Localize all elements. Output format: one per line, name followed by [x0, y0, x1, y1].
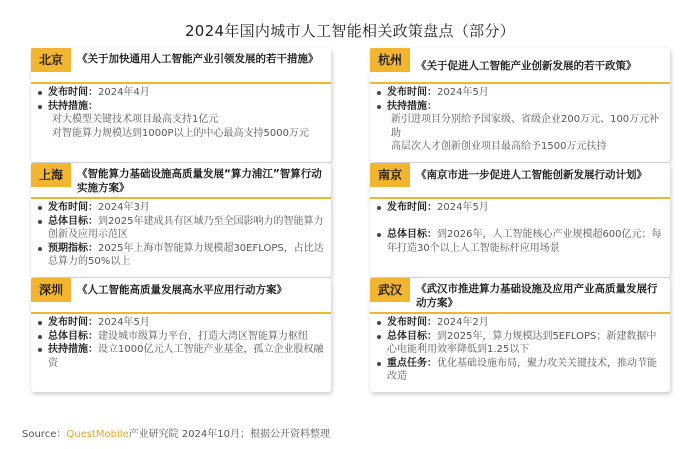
- detail-row: [376, 316, 666, 330]
- detail-label: 总体目标：: [387, 330, 437, 342]
- city-tag: 深圳: [31, 278, 71, 302]
- detail-label: 发布时间：: [48, 202, 98, 213]
- detail-value: 2024年3月: [98, 202, 150, 213]
- detail-value: 建设城市级算力平台，打造大湾区智能算力枢纽: [98, 330, 308, 342]
- detail-line: 新引进项目分别给予国家级、省级企业200万元、100万元补助: [391, 114, 660, 139]
- detail-row: [37, 316, 327, 330]
- detail-row: [37, 215, 327, 242]
- detail-label: 总体目标：: [48, 330, 98, 342]
- card-body: [376, 86, 666, 154]
- card-header: [370, 48, 670, 82]
- card-body: [37, 316, 327, 370]
- detail-value: 设立1000亿元人工智能产业基金，孤立企业股权融资: [48, 344, 324, 369]
- policy-title: 《南京市进一步促进人工智能创新发展行动计划》: [416, 169, 647, 181]
- header-divider: [370, 312, 670, 314]
- detail-value: 2024年2月: [437, 317, 489, 328]
- bullet-icon: [38, 348, 42, 352]
- detail-value: 2025年上海市智能算力规模超30EFLOPS，占比达总算力的50%以上: [48, 242, 324, 267]
- policy-title: 《关于促进人工智能产业创新发展的若干政策》: [416, 60, 637, 72]
- detail-row: [376, 228, 666, 255]
- bullet-icon: [377, 105, 381, 109]
- card-body: [37, 201, 327, 269]
- bullet-icon: [38, 206, 42, 210]
- page-title: 2024年国内城市人工智能相关政策盘点（部分）: [184, 22, 516, 40]
- policy-card-beijing: [31, 48, 331, 162]
- detail-label: 发布时间：: [48, 317, 98, 328]
- policy-title: 《人工智能高质量发展高水平应用行动方案》: [77, 284, 287, 296]
- bullet-icon: [377, 91, 381, 95]
- detail-label: 预期指标：: [48, 242, 98, 254]
- bullet-icon: [38, 321, 42, 325]
- bullet-icon: [377, 335, 381, 339]
- bullet-icon: [38, 220, 42, 224]
- source-note: [22, 425, 330, 440]
- city-tag: 上海: [31, 163, 71, 187]
- header-divider: [31, 197, 331, 199]
- detail-label: 发布时间：: [387, 317, 437, 328]
- policy-card-shanghai: [31, 163, 331, 277]
- header-divider: [370, 82, 670, 84]
- detail-value: 优化基础设施布局，聚力攻关关键技术，推动节能改造: [387, 357, 657, 382]
- detail-line: 对智能算力规模达到1000P以上的中心最高支持5000万元: [52, 127, 309, 139]
- bullet-icon: [377, 233, 381, 237]
- policy-title: 《武汉市推进算力基础设施及应用产业高质量发展行动方案》: [416, 283, 658, 309]
- card-header: [31, 48, 331, 82]
- detail-value: 2024年5月: [437, 202, 489, 213]
- detail-row: [376, 201, 666, 228]
- policy-title: 《关于加快通用人工智能产业引领发展的若干措施》: [77, 53, 319, 65]
- bullet-icon: [38, 105, 42, 109]
- source-text: 产业研究院 2024年10月；根据公开资料整理: [128, 429, 331, 440]
- policy-card-hangzhou: [370, 48, 670, 162]
- bullet-icon: [38, 335, 42, 339]
- detail-value: 到2025年，算力规模达到5EFLOPS；新建数据中心电能利用效率降低到1.25以下: [387, 330, 657, 355]
- bullet-icon: [377, 206, 381, 210]
- detail-value: 到2025年建成具有区域乃至全国影响力的智能算力创新及应用示范区: [48, 215, 324, 240]
- city-tag: 武汉: [370, 278, 410, 302]
- detail-row: [37, 201, 327, 215]
- card-header: [31, 278, 331, 312]
- card-header: [370, 278, 670, 312]
- detail-label: 扶持措施：: [387, 100, 437, 112]
- card-body: [376, 316, 666, 384]
- bullet-icon: [377, 321, 381, 325]
- detail-label: 发布时间：: [387, 87, 437, 98]
- detail-label: 扶持措施：: [48, 344, 98, 355]
- policy-title: 《智能算力基础设施高质量发展“算力浦江”智算行动实施方案》: [77, 168, 322, 194]
- header-divider: [31, 312, 331, 314]
- detail-label: 总体目标：: [48, 215, 98, 227]
- detail-row: [37, 100, 327, 141]
- header-divider: [31, 82, 331, 84]
- policy-card-wuhan: [370, 278, 670, 392]
- detail-value: 2024年5月: [437, 87, 489, 98]
- detail-value: 2024年5月: [98, 317, 150, 328]
- detail-row: [37, 242, 327, 269]
- source-prefix: Source：: [22, 429, 67, 440]
- detail-row: [376, 330, 666, 357]
- bullet-icon: [38, 91, 42, 95]
- card-body: [37, 86, 327, 140]
- detail-row: [376, 100, 666, 154]
- detail-label: 总体目标：: [387, 229, 437, 240]
- card-header: [31, 163, 331, 197]
- detail-line: 对大模型关键技术项目最高支持1亿元: [52, 114, 219, 125]
- detail-row: [37, 330, 327, 344]
- detail-label: 发布时间：: [48, 87, 98, 98]
- header-divider: [370, 197, 670, 199]
- detail-row: [376, 86, 666, 100]
- city-tag: 杭州: [370, 48, 410, 72]
- detail-row: [37, 86, 327, 100]
- policy-card-shenzhen: [31, 278, 331, 392]
- card-body: [376, 201, 666, 255]
- policy-card-nanjing: [370, 163, 670, 277]
- city-tag: 南京: [370, 163, 410, 187]
- detail-row: [376, 357, 666, 384]
- detail-label: 重点任务：: [387, 357, 437, 369]
- detail-row: [37, 343, 327, 370]
- detail-label: 发布时间：: [387, 202, 437, 213]
- source-brand: QuestMobile: [66, 429, 129, 440]
- bullet-icon: [38, 247, 42, 251]
- card-header: [370, 163, 670, 197]
- detail-line: 高层次人才创新创业项目最高给予1500万元扶持: [391, 141, 607, 152]
- city-tag: 北京: [31, 48, 71, 72]
- bullet-icon: [377, 362, 381, 366]
- detail-value: 到2026年，人工智能核心产业规模超600亿元；每年打造30个以上人工智能标杆应用场景: [387, 229, 662, 254]
- detail-value: 2024年4月: [98, 87, 150, 98]
- detail-label: 扶持措施：: [48, 100, 98, 112]
